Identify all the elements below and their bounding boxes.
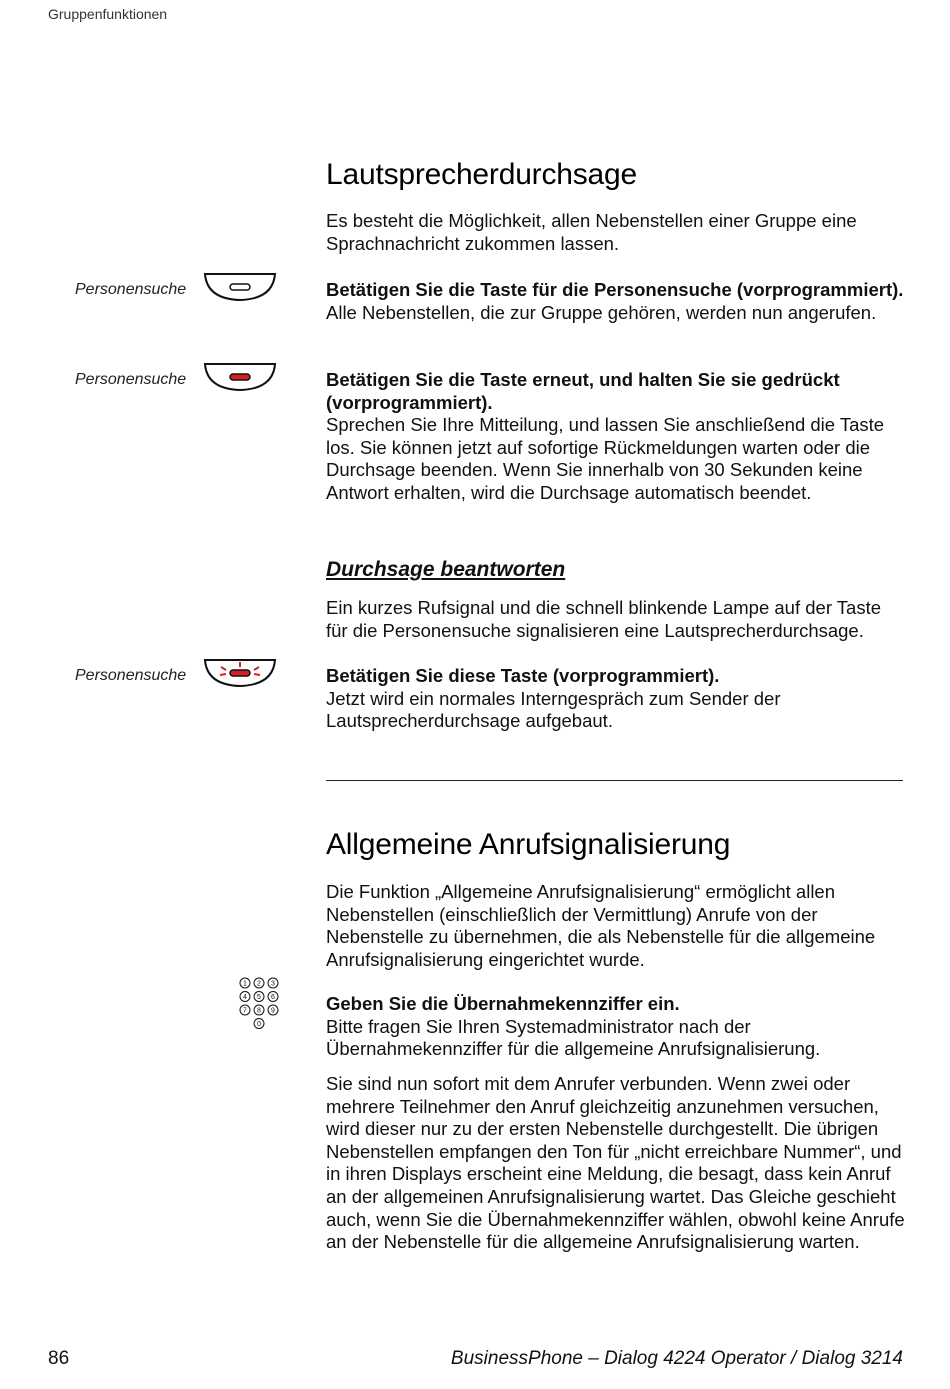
dialpad-key-label: 4 — [243, 994, 247, 1001]
step2-text — [326, 369, 906, 505]
subsection-title-durchsage-beantworten: Durchsage beantworten — [326, 558, 566, 581]
subsection-step-text — [326, 665, 906, 733]
section2-step-text — [326, 993, 906, 1061]
subsection-intro: Ein kurzes Rufsignal und die schnell blinkende Lampe auf der Taste für die Personensuche signalisieren eine Lautsprecherdurchsage. — [326, 597, 881, 641]
section2-step-instruction: Geben Sie die Übernahmekennziffer ein. — [326, 993, 680, 1014]
section2-intro: Die Funktion „Allgemeine Anrufsignalisierung“ ermöglicht allen Nebenstellen (einschließlich der Vermittlung) Anrufe von der Nebenstelle zu übernehmen, die als Nebenstelle für die allgemeine Anrufsignalisierung eingerichtet wurde. — [326, 881, 876, 970]
dialpad-key-label: 6 — [271, 994, 275, 1001]
dialpad-key-label: 1 — [243, 980, 247, 988]
dialpad-key-label: 2 — [257, 980, 261, 988]
subsection-step-description: Jetzt wird ein normales Interngespräch zum Sender der Lautsprecherdurchsage aufgebaut. — [326, 687, 781, 732]
dialpad-key-label: 3 — [271, 980, 275, 988]
paging-key-lit-icon — [203, 362, 277, 392]
dialpad-key-label: 9 — [271, 1007, 275, 1015]
dialpad-icon — [239, 976, 279, 1032]
section2-outro: Sie sind nun sofort mit dem Anrufer verbunden. Wenn zwei oder mehrere Teilnehmer den Anruf gleichzeitig anzunehmen versuchen, wird dieser nur zu der ersten Nebenstelle durchgestellt. Die übrigen Nebenstellen empfangen den Ton für „nicht erreichbare Nummer“, und in ihren Displays erscheint eine Meldung, die besagt, dass kein Anruf an der allgemeinen Anrufsignalisierung wartet. Das Gleiche geschieht auch, wenn Sie die Übernahmekennziffer wählen, obwohl keine Anrufe an der Nebenstelle für die allgemeine Anrufsignalisierung warten. — [326, 1073, 905, 1253]
step2-description: Sprechen Sie Ihre Mitteilung, und lassen Sie anschließend die Taste los. Sie können jetzt auf sofortige Rückmeldungen warten oder die Durchsage beenden. Wenn Sie innerhalb von 30 Sekunden keine Antwort erhalten, wird die Durchsage automatisch beendet. — [326, 414, 885, 503]
page-number: 86 — [48, 1348, 70, 1369]
dialpad-key-label: 8 — [257, 1007, 261, 1015]
section-title-allgemeine-anrufsignalisierung: Allgemeine Anrufsignalisierung — [326, 828, 731, 861]
dialpad-key-label: 7 — [243, 1007, 247, 1015]
section-title-lautsprecherdurchsage: Lautsprecherdurchsage — [326, 158, 638, 191]
footer-title: BusinessPhone – Dialog 4224 Operator / Dialog 3214 — [450, 1348, 903, 1369]
dialpad-key-label: 0 — [257, 1021, 261, 1028]
section1-intro: Es besteht die Möglichkeit, allen Nebenstellen einer Gruppe eine Sprachnachricht zukommen lassen. — [326, 210, 857, 254]
section2-step-description: Bitte fragen Sie Ihren Systemadministrator nach der Übernahmekennziffer für die allgemeine Anrufsignalisierung. — [326, 1015, 821, 1060]
key-label-personensuche: Personensuche — [75, 667, 187, 684]
paging-key-icon — [203, 272, 277, 302]
section-divider — [326, 780, 903, 781]
step1-description: Alle Nebenstellen, die zur Gruppe gehören, werden nun angerufen. — [326, 301, 877, 323]
key-label-personensuche: Personensuche — [75, 281, 187, 298]
paging-key-flashing-icon — [203, 658, 277, 688]
step1-text — [326, 279, 906, 324]
dialpad-key-label: 5 — [257, 994, 261, 1001]
step1-instruction: Betätigen Sie die Taste für die Personensuche (vorprogrammiert). — [326, 279, 904, 300]
running-header: Gruppenfunktionen — [48, 6, 168, 22]
key-label-personensuche: Personensuche — [75, 371, 187, 388]
step2-instruction: Betätigen Sie die Taste erneut, und halten Sie sie gedrückt (vorprogrammiert). — [326, 369, 840, 413]
subsection-step-instruction: Betätigen Sie diese Taste (vorprogrammiert). — [326, 665, 720, 686]
